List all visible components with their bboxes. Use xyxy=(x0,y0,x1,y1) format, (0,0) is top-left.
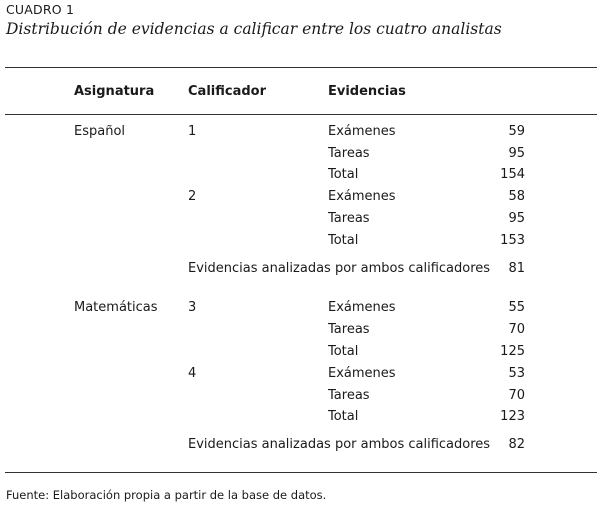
both-graders-value: 82 xyxy=(508,437,525,452)
evidence-value: 70 xyxy=(508,388,525,403)
header-rule xyxy=(5,114,597,115)
grader-id: 2 xyxy=(188,189,197,204)
evidence-value: 55 xyxy=(508,300,525,315)
subject-name: Matemáticas xyxy=(74,300,158,315)
both-graders-label: Evidencias analizadas por ambos calificadores xyxy=(188,437,491,452)
evidence-label: Total xyxy=(328,409,359,424)
evidence-value: 153 xyxy=(500,233,525,248)
evidence-label: Exámenes xyxy=(328,189,396,204)
table-label: CUADRO 1 xyxy=(6,2,75,17)
source-prefix: Fuente: xyxy=(6,488,50,502)
evidence-value: 59 xyxy=(508,124,525,139)
header-grader: Calificador xyxy=(188,84,266,99)
source-note xyxy=(6,488,326,502)
grader-id: 3 xyxy=(188,300,197,315)
evidence-value: 70 xyxy=(508,322,525,337)
subject-name: Español xyxy=(74,124,126,139)
evidence-label: Tareas xyxy=(328,211,370,226)
evidence-value: 95 xyxy=(508,211,525,226)
evidence-label: Total xyxy=(328,344,359,359)
both-graders-label: Evidencias analizadas por ambos calificadores xyxy=(188,261,491,276)
evidence-value: 154 xyxy=(500,167,525,182)
evidence-label: Tareas xyxy=(328,388,370,403)
top-rule xyxy=(5,67,597,68)
table-title: Distribución de evidencias a calificar entre los cuatro analistas xyxy=(6,20,502,38)
evidence-label: Total xyxy=(328,167,359,182)
grader-id: 1 xyxy=(188,124,197,139)
evidence-value: 58 xyxy=(508,189,525,204)
source-text: Elaboración propia a partir de la base de datos. xyxy=(49,488,327,502)
header-evidence: Evidencias xyxy=(328,84,406,99)
evidence-label: Tareas xyxy=(328,322,370,337)
evidence-value: 53 xyxy=(508,366,525,381)
evidence-value: 123 xyxy=(500,409,525,424)
evidence-label: Total xyxy=(328,233,359,248)
header-subject: Asignatura xyxy=(74,84,155,99)
evidence-value: 125 xyxy=(500,344,525,359)
both-graders-value: 81 xyxy=(508,261,525,276)
grader-id: 4 xyxy=(188,366,197,381)
bottom-rule xyxy=(5,472,597,473)
evidence-label: Tareas xyxy=(328,146,370,161)
evidence-label: Exámenes xyxy=(328,124,396,139)
evidence-label: Exámenes xyxy=(328,366,396,381)
evidence-value: 95 xyxy=(508,146,525,161)
evidence-label: Exámenes xyxy=(328,300,396,315)
